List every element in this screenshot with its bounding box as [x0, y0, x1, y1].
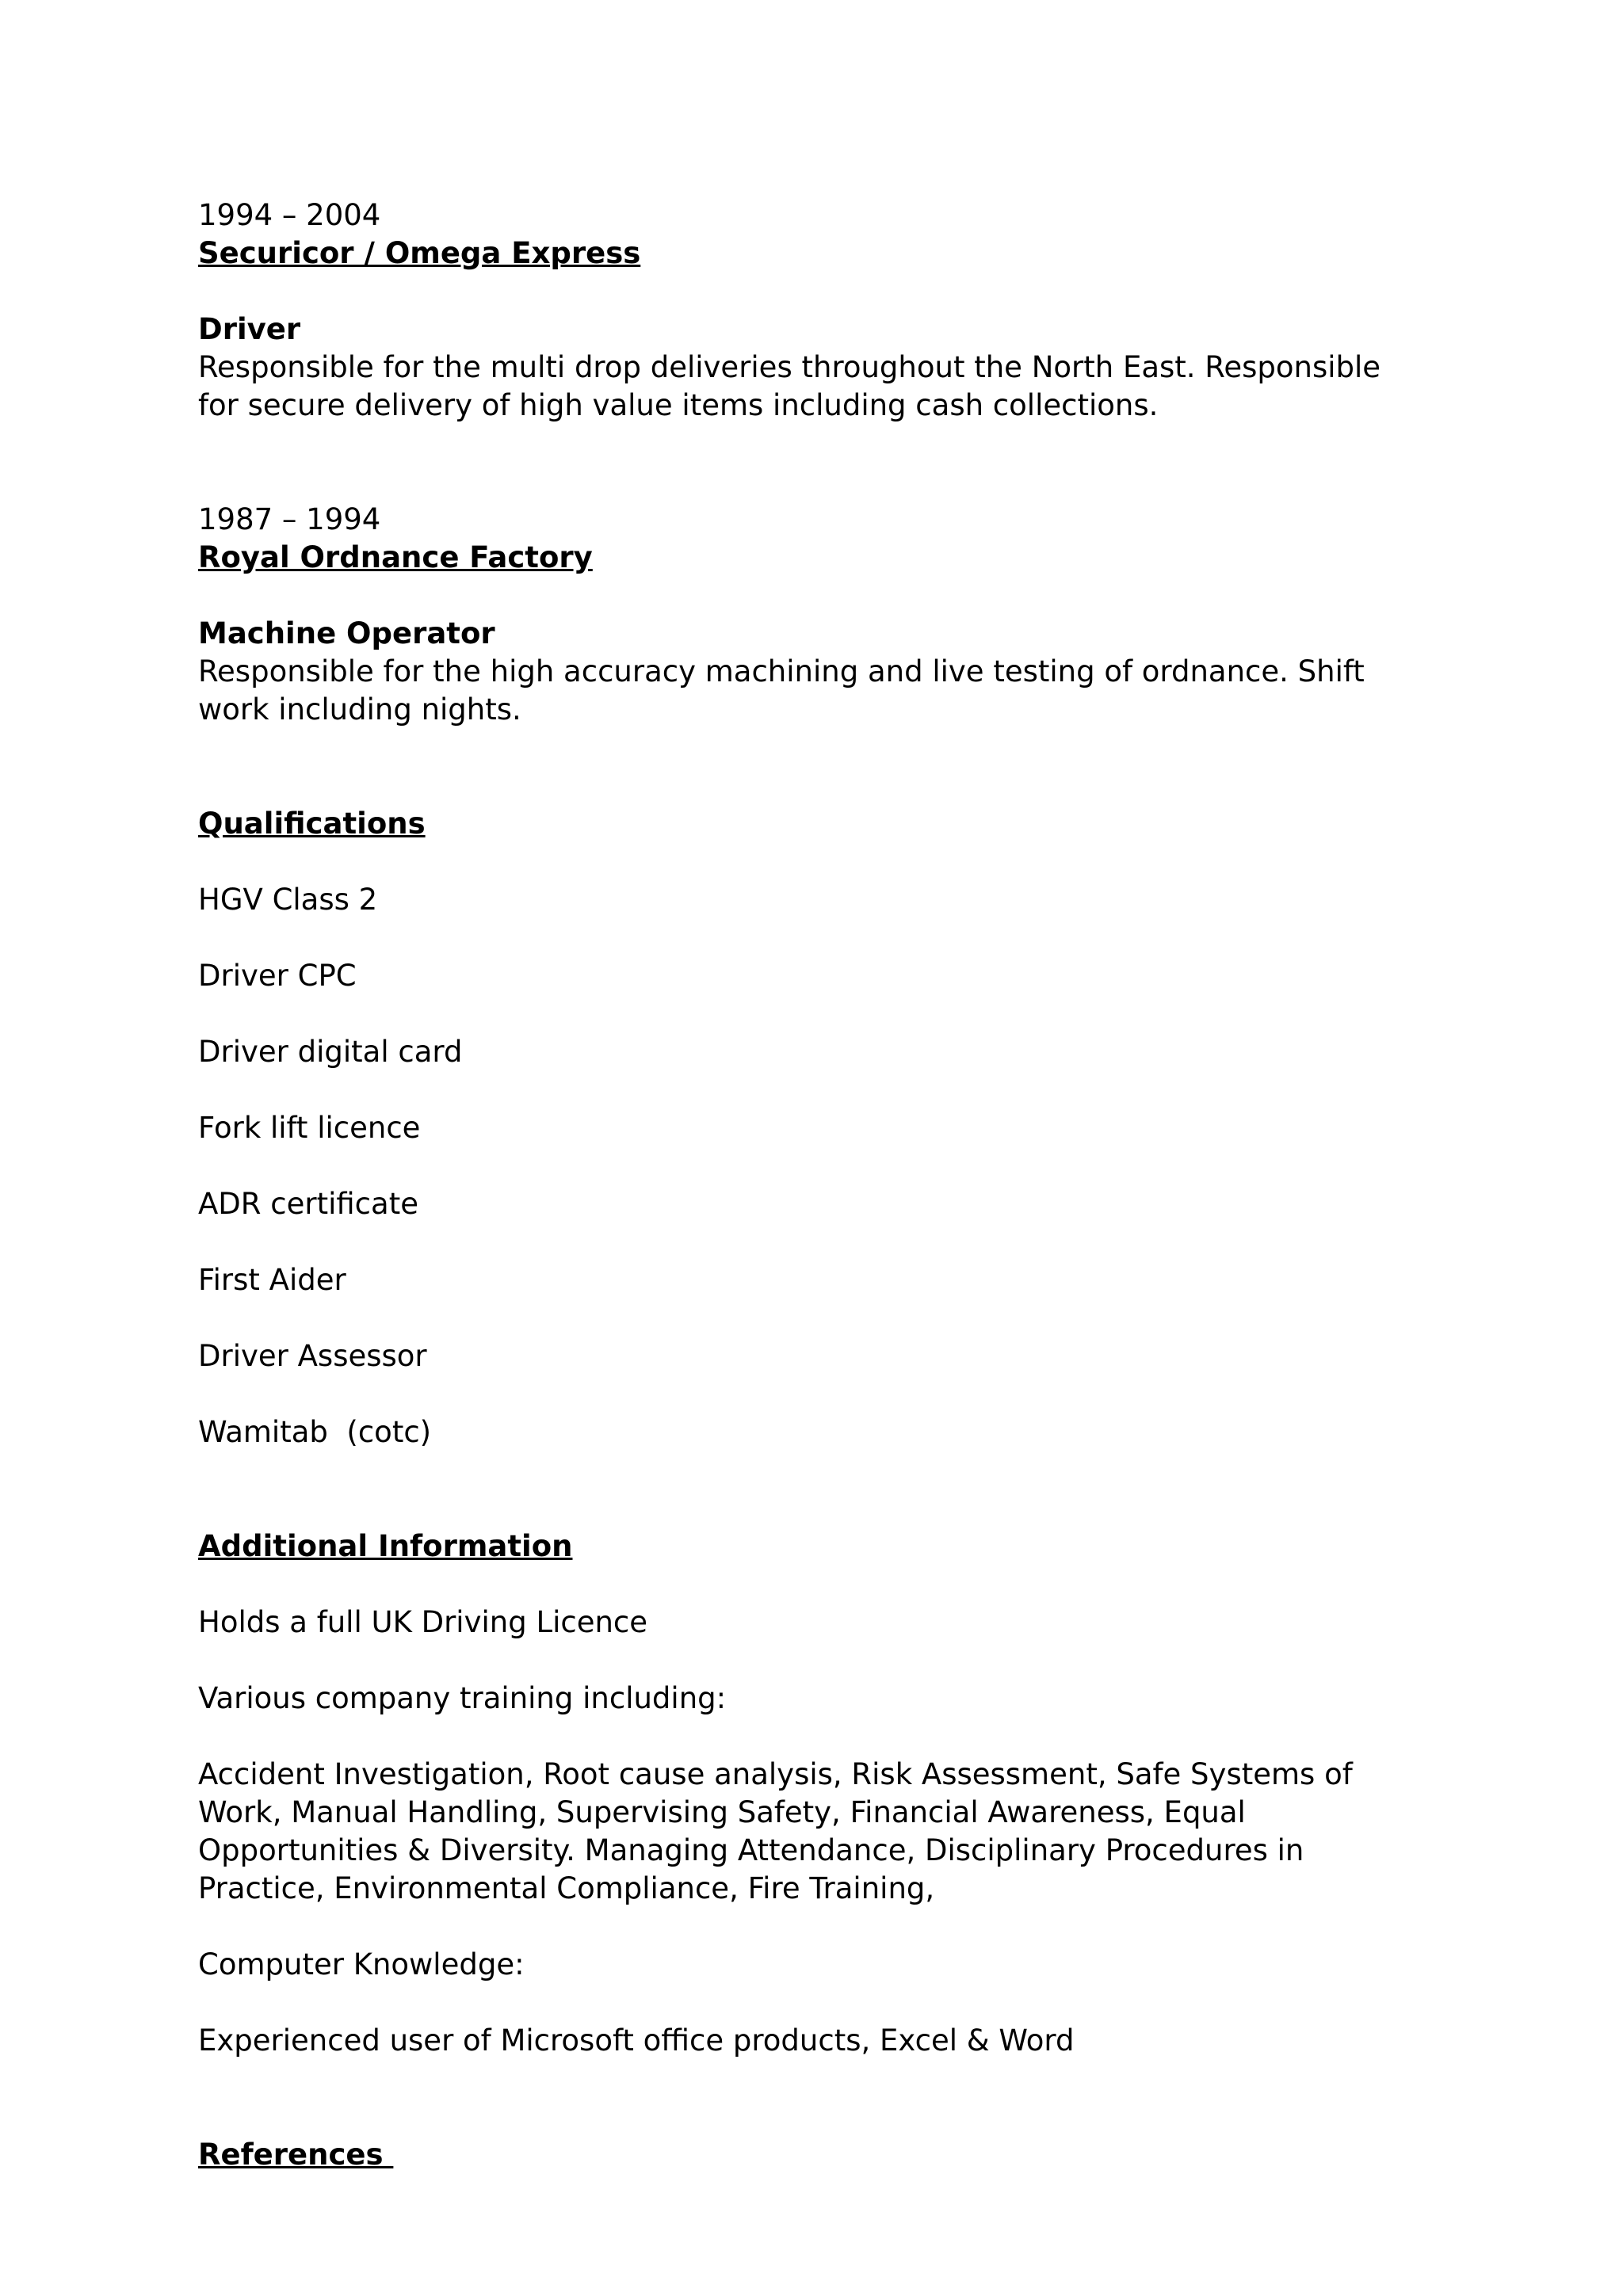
job-role: Driver [198, 312, 301, 346]
job-role: Machine Operator [198, 616, 495, 650]
computer-knowledge-text: Experienced user of Microsoft office products, Excel & Word [198, 2023, 1075, 2058]
qualification-item: ADR certificate [198, 1187, 418, 1221]
job-employer: Securicor / Omega Express [198, 236, 641, 270]
qualification-item: HGV Class 2 [198, 883, 378, 917]
qualification-item: Driver Assessor [198, 1339, 427, 1373]
qualification-item: Fork lift licence [198, 1111, 421, 1145]
training-list: Accident Investigation, Root cause analysis, Risk Assessment, Safe Systems of Work, Manual Handling, Supervising Safety, Financial Awareness, Equal Opportunities & Diversity. Managing Attendance, Disciplinary Procedures in Practice, Environmental Compliance, Fire Training, [198, 1757, 1353, 1905]
qualification-item: Driver digital card [198, 1035, 463, 1069]
section-heading: Qualifications [198, 807, 426, 841]
driving-licence-text: Holds a full UK Driving Licence [198, 1605, 648, 1639]
job-employer: Royal Ordnance Factory [198, 540, 593, 574]
additional-information-section [198, 1527, 1434, 2060]
references-section [198, 2136, 1434, 2174]
cv-page [198, 196, 1434, 2174]
job-dates: 1994 – 2004 [198, 198, 381, 232]
job-entry [198, 501, 1434, 729]
qualification-item: Wamitab (cotc) [198, 1415, 432, 1449]
job-dates: 1987 – 1994 [198, 502, 381, 536]
training-intro: Various company training including: [198, 1681, 727, 1715]
qualification-item: Driver CPC [198, 959, 357, 993]
computer-knowledge-heading: Computer Knowledge: [198, 1947, 525, 1981]
qualification-item: First Aider [198, 1263, 346, 1297]
section-heading: Additional Information [198, 1529, 573, 1563]
job-description: Responsible for the high accuracy machining and live testing of ordnance. Shift work including nights. [198, 654, 1365, 727]
section-heading: References [198, 2138, 394, 2172]
qualifications-section [198, 805, 1434, 1451]
job-entry [198, 196, 1434, 425]
job-description: Responsible for the multi drop deliveries throughout the North East. Responsible for secure delivery of high value items including cash collections. [198, 350, 1381, 422]
